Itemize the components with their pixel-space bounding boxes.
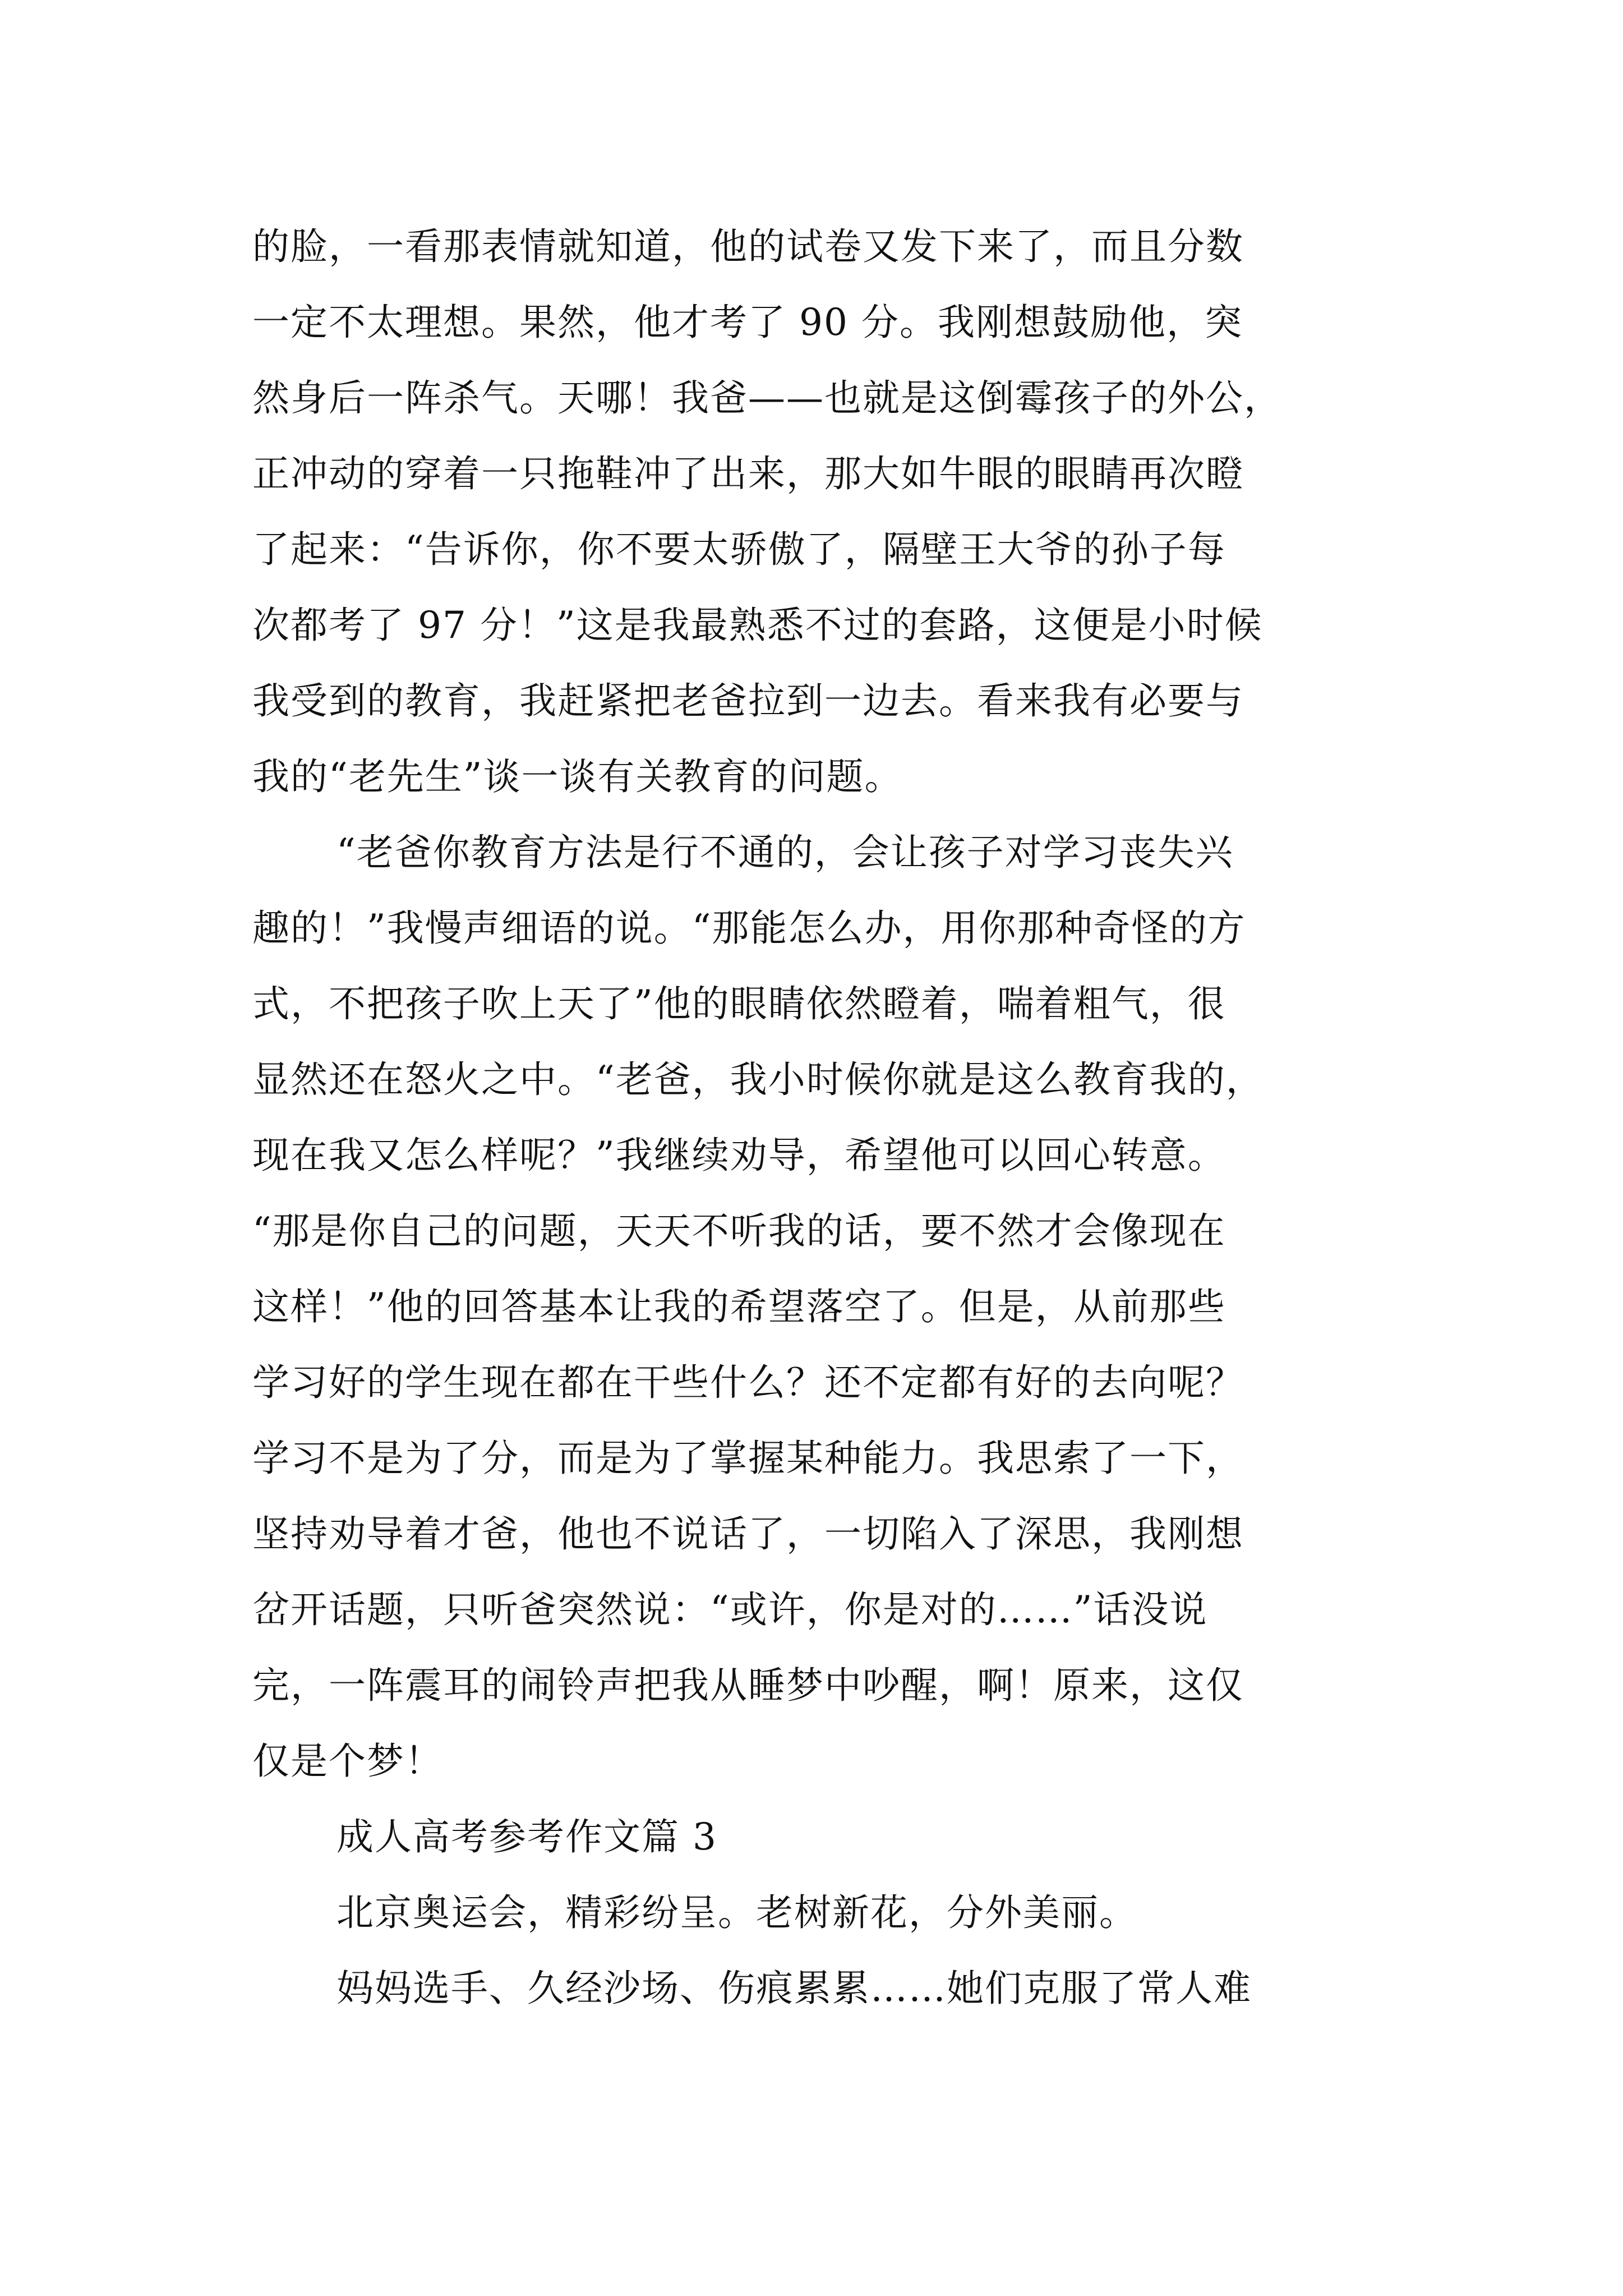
text-line: 正冲动的穿着一只拖鞋冲了出来，那大如牛眼的眼睛再次瞪	[252, 452, 1244, 495]
text-line: “那是你自己的问题，天天不听我的话，要不然才会像现在	[252, 1209, 1226, 1253]
text-line: 岔开话题，只听爸突然说：“或许，你是对的……”话没说	[252, 1588, 1208, 1631]
text-line: 然身后一阵杀气。天哪！我爸——也就是这倒霉孩子的外公，	[252, 376, 1282, 420]
text-line: 这样！”他的回答基本让我的希望落空了。但是，从前那些	[252, 1285, 1226, 1328]
text-line: 仅是个梦！	[252, 1740, 443, 1783]
text-line: 式，不把孩子吹上天了”他的眼睛依然瞪着，喘着粗气，很	[252, 982, 1226, 1025]
text-line: 现在我又怎么样呢？”我继续劝导，希望他可以回心转意。	[252, 1134, 1226, 1177]
text-line: 完，一阵震耳的闹铃声把我从睡梦中吵醒，啊！原来，这仅	[252, 1664, 1244, 1707]
text-line: 了起来：“告诉你，你不要太骄傲了，隔壁王大爷的孙子每	[252, 528, 1226, 571]
text-line: 一定不太理想。果然，他才考了 90 分。我刚想鼓励他，突	[252, 301, 1243, 344]
paragraph-start-line: 北京奥运会，精彩纷呈。老树新花，分外美丽。	[336, 1891, 1137, 1934]
text-line: 显然还在怒火之中。“老爸，我小时候你就是这么教育我的，	[252, 1058, 1264, 1101]
text-line: 我的“老先生”谈一谈有关教育的问题。	[252, 755, 903, 798]
text-line: 的脸，一看那表情就知道，他的试卷又发下来了，而且分数	[252, 225, 1244, 268]
paragraph-start-line: 妈妈选手、久经沙场、伤痕累累……她们克服了常人难	[336, 1967, 1252, 2010]
text-line: 学习好的学生现在都在干些什么？还不定都有好的去向呢？	[252, 1361, 1244, 1404]
text-line: 次都考了 97 分！”这是我最熟悉不过的套路，这便是小时候	[252, 604, 1263, 647]
section-heading: 成人高考参考作文篇 3	[336, 1815, 717, 1858]
paragraph-start-line: “老爸你教育方法是行不通的，会让孩子对学习丧失兴	[336, 831, 1234, 874]
text-line: 坚持劝导着才爸，他也不说话了，一切陷入了深思，我刚想	[252, 1512, 1244, 1556]
text-line: 学习不是为了分，而是为了掌握某种能力。我思索了一下，	[252, 1437, 1244, 1480]
text-line: 趣的！”我慢声细语的说。“那能怎么办，用你那种奇怪的方	[252, 907, 1246, 950]
text-line: 我受到的教育，我赶紧把老爸拉到一边去。看来我有必要与	[252, 679, 1244, 723]
